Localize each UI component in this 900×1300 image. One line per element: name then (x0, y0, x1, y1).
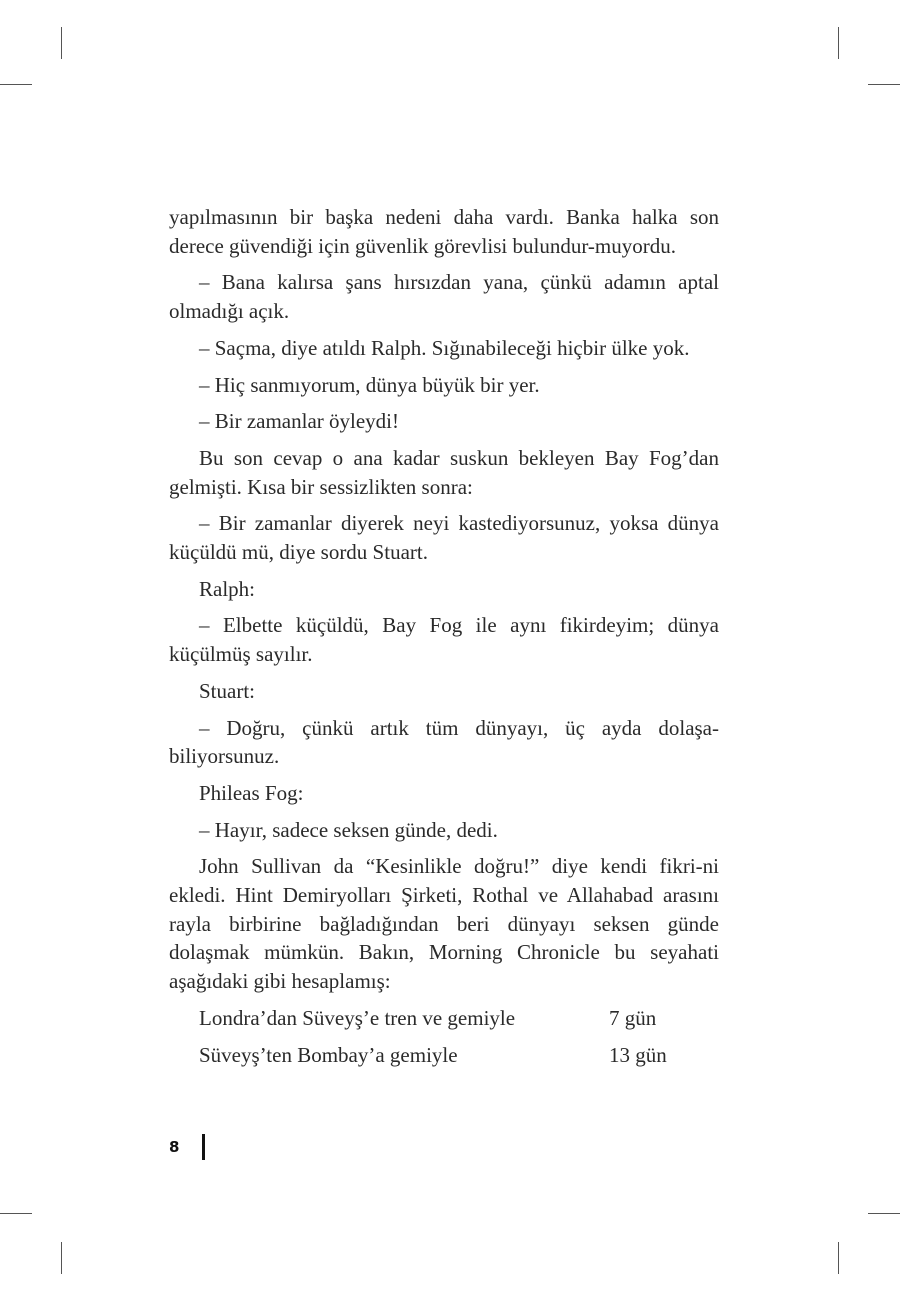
itinerary-route: Süveyş’ten Bombay’a gemiyle (199, 1042, 458, 1067)
crop-mark (0, 84, 32, 85)
itinerary-row (169, 1041, 719, 1070)
itinerary-row (169, 1004, 719, 1033)
crop-mark (838, 27, 839, 59)
crop-mark (868, 84, 900, 85)
paragraph: – Saçma, diye atıldı Ralph. Sığınabileceği hiçbir ülke yok. (199, 335, 690, 360)
paragraph: – Bir zamanlar diyerek neyi kastediyorsunuz, yoksa dünya küçüldü mü, diye sordu Stuart. (169, 511, 719, 565)
paragraph: John Sullivan da “Kesinlikle doğru!” diye kendi fikri-ni ekledi. Hint Demiryolları Şirketi, Rothal ve Allahabad arasını rayla birbirine bağladığından beri dünyayı seksen günde dolaşmak mümkün. Bakın, Morning Chronicle bu seyahati aşağıdaki gibi hesaplamış: (169, 854, 719, 994)
paragraph: – Hiç sanmıyorum, dünya büyük bir yer. (199, 372, 540, 397)
paragraph: Stuart: (199, 678, 255, 703)
paragraph: yapılmasının bir başka nedeni daha vardı. Banka halka son derece güvendiği için güvenlik görevlisi bulundur-muyordu. (169, 205, 719, 258)
paragraph: – Hayır, sadece seksen günde, dedi. (199, 817, 498, 842)
paragraph: – Bir zamanlar öyleydi! (199, 409, 400, 434)
crop-mark (868, 1213, 900, 1214)
body-text (169, 203, 719, 1077)
folio-rule (202, 1134, 205, 1160)
crop-mark (838, 1242, 839, 1274)
page-number: 8 (169, 1138, 180, 1156)
paragraph: – Elbette küçüldü, Bay Fog ile aynı fikirdeyim; dünya küçülmüş sayılır. (169, 613, 719, 667)
itinerary-days: 7 gün (609, 1005, 657, 1030)
crop-mark (0, 1213, 32, 1214)
paragraph: Bu son cevap o ana kadar suskun bekleyen Bay Fog’dan gelmişti. Kısa bir sessizlikten sonra: (169, 445, 719, 499)
paragraph: – Bana kalırsa şans hırsızdan yana, çünkü adamın aptal olmadığı açık. (169, 270, 719, 324)
itinerary-days: 13 gün (609, 1042, 667, 1067)
paragraph: – Doğru, çünkü artık tüm dünyayı, üç ayda dolaşa-biliyorsunuz. (169, 715, 719, 769)
itinerary-table (169, 1004, 719, 1069)
paragraph: Ralph: (199, 576, 255, 601)
itinerary-route: Londra’dan Süveyş’e tren ve gemiyle (199, 1005, 516, 1030)
crop-mark (61, 27, 62, 59)
crop-mark (61, 1242, 62, 1274)
paragraph: Phileas Fog: (199, 780, 304, 805)
